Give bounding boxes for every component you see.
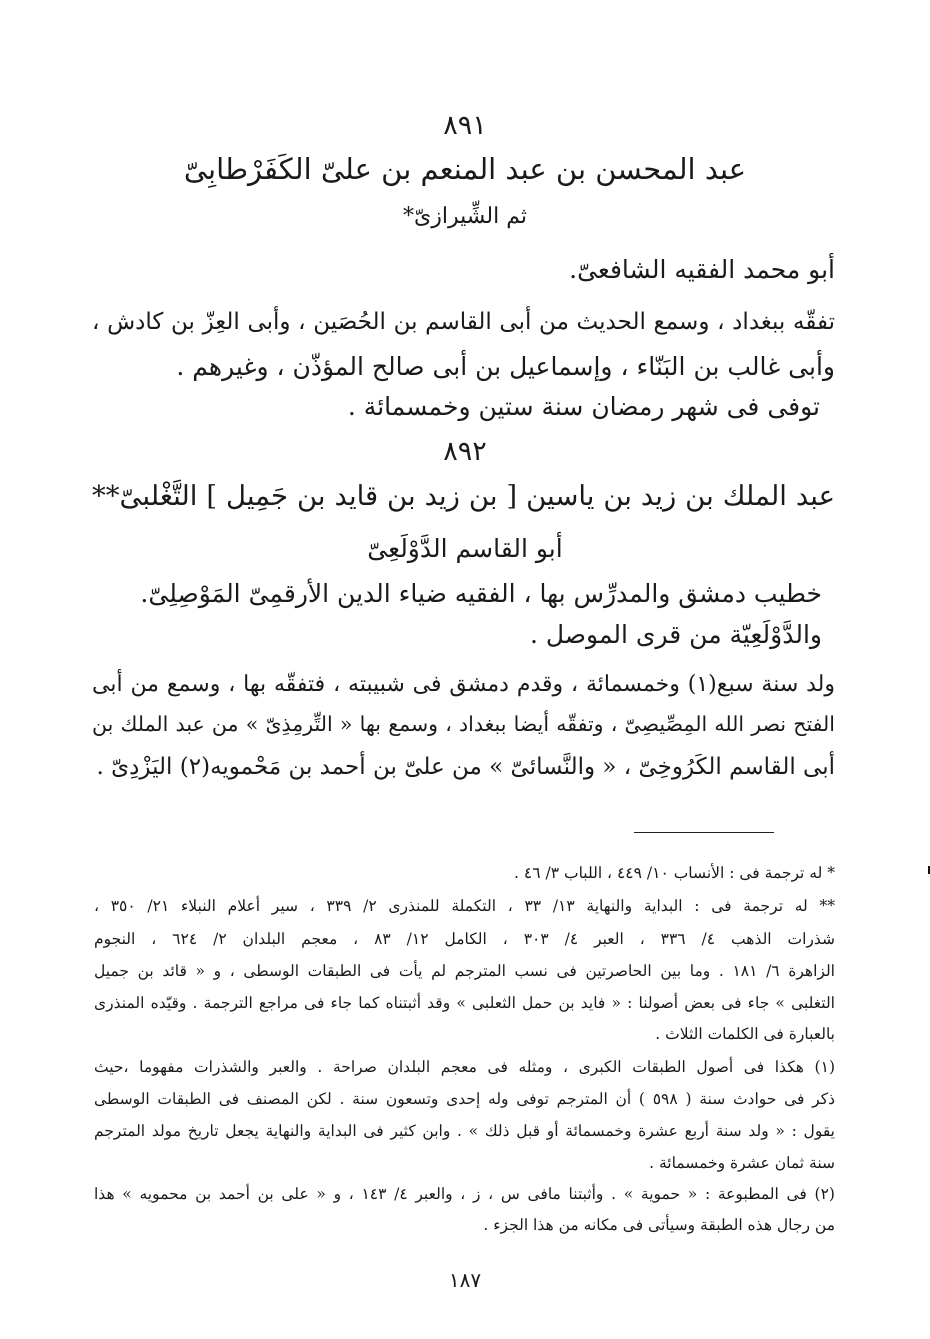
body-line: أبو محمد الفقيه الشافعىّ. — [569, 255, 835, 284]
entry-number: ٨٩١ — [443, 110, 487, 141]
entry-number: ٨٩٢ — [443, 436, 487, 467]
footnote-line: (٢) فى المطبوعة : « حموية » . وأثبتنا مافى س ، ز ، والعبر ٤/ ١٤٣ ، و « على بن أحمد بن محمويه » هذا — [94, 1185, 835, 1203]
footnote-separator — [634, 832, 774, 833]
body-line: أبى القاسم الكَرُوخِىّ ، « والنَّسائىّ » من علىّ بن أحمد بن مَحْمويه(٢) اليَزْدِىّ . — [96, 754, 835, 780]
body-line: خطيب دمشق والمدرِّس بها ، الفقيه ضياء الدين الأرقمِىّ المَوْصِلِىّ. — [140, 579, 822, 608]
footnote-line: من رجال هذه الطبقة وسيأتى فى مكانه من هذا الجزء . — [483, 1216, 835, 1234]
footnote-line: سنة ثمان عشرة وخمسمائة . — [649, 1154, 835, 1172]
footnote-line: (١) هكذا فى أصول الطبقات الكبرى ، ومثله فى معجم البلدان صراحة . والعبر والشذرات مفهوما ،حيث — [94, 1058, 835, 1076]
body-line: تفقّه ببغداد ، وسمع الحديث من أبى القاسم بن الحُصَين ، وأبى العِزّ بن كادش ، — [92, 309, 835, 335]
body-line: الفتح نصر الله المِصِّيصِىّ ، وتفقّه أيضا ببغداد ، وسمع بها « التِّرمِذِىّ » من عبد الملك بن — [92, 712, 835, 736]
footnote-line: يقول : « ولد سنة أربع عشرة وخمسمائة أو قبل ذلك » . وابن كثير فى البداية والنهاية يجعل تاريخ مولد المترجم — [94, 1122, 835, 1140]
footnote-line: ذكر فى حوادث سنة ( ٥٩٨ ) أن المترجم توفى وله إحدى وتسعون سنة . لكن المصنف فى الطبقات الوسطى — [94, 1090, 835, 1108]
entry-title: عبد الملك بن زيد بن ياسين [ بن زيد بن قايد بن جَمِيل ] التَّغْلبىّ** — [92, 480, 835, 512]
footnote-line: * له ترجمة فى : الأنساب ١٠/ ٤٤٩ ، اللباب ٣/ ٤٦ . — [514, 864, 835, 882]
footnote-line: ** له ترجمة فى : البداية والنهاية ١٣/ ٣٣ ، التكملة للمنذرى ٢/ ٣٣٩ ، سير أعلام النبلاء ٢١/ ٣٥٠ ، — [94, 897, 835, 915]
footnote-line: شذرات الذهب ٤/ ٣٣٦ ، العبر ٤/ ٣٠٣ ، الكامل ١٢/ ٨٣ ، معجم البلدان ٢/ ٦٢٤ ، النجوم — [94, 930, 836, 948]
body-line: والدَّوْلَعِيّة من قرى الموصل . — [529, 620, 822, 649]
footnote-line: التغلبى » جاء فى بعض أصولنا : « فايد بن حمل الثعلبى » وقد أثبتناه كما جاء فى مراجع الترجمة . وقيّده المنذرى — [94, 994, 835, 1012]
footnote-line: بالعبارة فى الكلمات الثلاث . — [655, 1025, 835, 1043]
entry-subtitle: أبو القاسم الدَّوْلَعِىّ — [367, 534, 563, 563]
entry-title: عبد المحسن بن عبد المنعم بن علىّ الكَفَرْطابِىّ — [183, 152, 747, 186]
body-line: توفى فى شهر رمضان سنة ستين وخمسمائة . — [347, 392, 820, 421]
page-number: ١٨٧ — [448, 1268, 482, 1292]
body-line: وأبى غالب بن البَنّاء ، وإسماعيل بن أبى صالح المؤذّن ، وغيرهم . — [176, 352, 835, 381]
footnote-line: الزاهرة ٦/ ١٨١ . وما بين الحاصرتين فى نسب المترجم لم يأت فى الطبقات الوسطى ، و « قائد بن جميل — [94, 962, 835, 980]
entry-subtitle: ثم الشِّيرازىّ* — [403, 204, 527, 229]
body-line: ولد سنة سبع(١) وخمسمائة ، وقدم دمشق فى شبيبته ، فتفقّه بها ، وسمع من أبى — [92, 672, 836, 697]
